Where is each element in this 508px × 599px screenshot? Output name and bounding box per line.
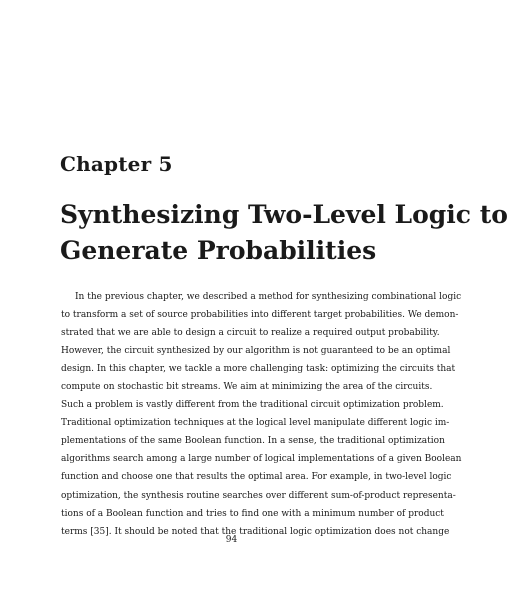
body-line: strated that we are able to design a circuit to realize a required output probability. xyxy=(61,328,440,339)
body-line: Such a problem is vastly different from the traditional circuit optimization problem. xyxy=(61,400,444,411)
body-line: In the previous chapter, we described a method for synthesizing combinational logic xyxy=(75,292,462,302)
chapter-title xyxy=(60,197,508,269)
body-line: Traditional optimization techniques at the logical level manipulate different logic im- xyxy=(61,418,450,429)
chapter-label: Chapter 5 xyxy=(60,152,173,176)
body-line: function and choose one that results the optimal area. For example, in two-level logic xyxy=(61,472,452,483)
chapter-title-line: Generate Probabilities xyxy=(60,236,377,265)
page-number: 94 xyxy=(225,535,238,545)
chapter-title-line: Synthesizing Two-Level Logic to xyxy=(60,200,508,229)
body-line: terms [35]. It should be noted that the traditional logic optimization does not change xyxy=(61,526,450,537)
body-line: design. In this chapter, we tackle a more challenging task: optimizing the circuits that xyxy=(61,364,456,375)
body-line: However, the circuit synthesized by our algorithm is not guaranteed to be an optimal xyxy=(61,346,451,357)
body-line: optimization, the synthesis routine searches over different sum-of-product representa- xyxy=(61,490,456,501)
body-line: to transform a set of source probabilities into different target probabilities. We demon- xyxy=(61,310,459,321)
body-line: compute on stochastic bit streams. We aim at minimizing the area of the circuits. xyxy=(61,382,433,393)
body-line: plementations of the same Boolean function. In a sense, the traditional optimization xyxy=(61,436,445,447)
body-line: tions of a Boolean function and tries to find one with a minimum number of product xyxy=(61,508,444,519)
body-line: algorithms search among a large number of logical implementations of a given Boolean xyxy=(61,454,462,465)
body-paragraph xyxy=(61,288,462,541)
